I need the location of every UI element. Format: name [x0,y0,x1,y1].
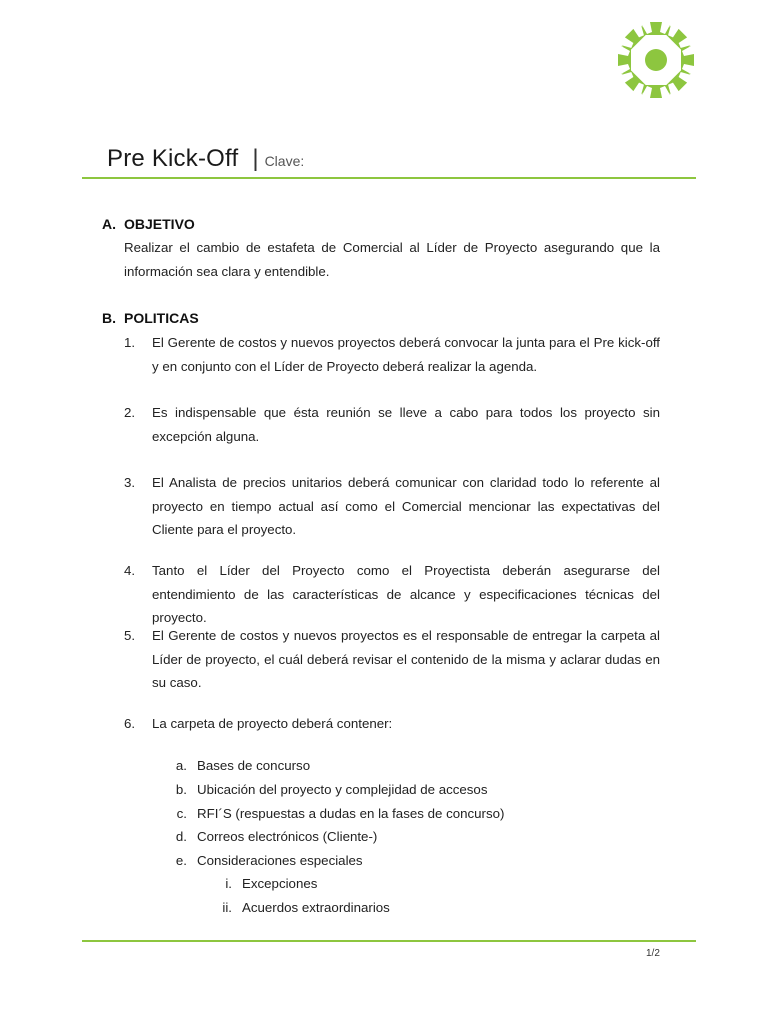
item-text: El Gerente de costos y nuevos proyectos es el responsable de entregar la carpeta al Líder de proyecto, el cuál deberá revisar el contenido de la misma y aclarar dudas en su caso. [152,628,660,690]
section-b-heading [102,310,199,326]
item-number: 3. [124,475,136,490]
policy-item [124,624,660,695]
section-letter: B. [102,310,116,326]
item-number: 2. [124,405,136,420]
item-number: 6. [124,716,136,731]
policy-item [124,331,660,378]
section-letter: A. [102,216,116,232]
header-divider [82,177,696,179]
item-number: 1. [124,335,136,350]
title-separator: | [252,145,259,172]
sub-marker: d. [175,829,187,844]
item-text: Tanto el Líder del Proyecto como el Proyectista deberán asegurarse del entendimiento de las características de alcance y especificaciones técnicas del proyecto. [152,563,660,625]
policy-item [124,471,660,542]
section-a-heading [102,216,195,232]
sub-sub-list-item [225,876,318,891]
document-header [107,145,304,173]
sub-list-item [175,782,488,797]
footer-divider [82,940,696,942]
sub-list-item [175,829,378,844]
clave-label: Clave: [264,153,305,169]
section-title: OBJETIVO [124,216,195,232]
policy-item [124,712,660,736]
sub-sub-marker: i. [225,876,232,891]
sub-text: RFI´S (respuestas a dudas en la fases de concurso) [197,806,505,821]
objective-text: Realizar el cambio de estafeta de Comercial al Líder de Proyecto asegurando que la información sea clara y entendible. [124,240,660,279]
sub-text: Bases de concurso [197,758,311,773]
sub-text: Consideraciones especiales [197,853,363,868]
item-text: La carpeta de proyecto deberá contener: [152,716,393,731]
section-title: POLITICAS [124,310,199,326]
sub-sub-list-item [222,900,390,915]
sub-list-item [175,758,311,773]
item-text: El Gerente de costos y nuevos proyectos deberá convocar la junta para el Pre kick-off y en conjunto con el Líder de Proyecto deberá realizar la agenda. [152,335,660,374]
item-number: 4. [124,563,136,578]
sub-list-item [176,806,505,821]
sub-sub-text: Excepciones [242,876,318,891]
policy-item [124,559,660,630]
sub-sub-text: Acuerdos extraordinarios [242,900,390,915]
sub-sub-marker: ii. [222,900,232,915]
policy-item [124,401,660,448]
sub-list-item [175,853,363,868]
sub-marker: b. [175,782,187,797]
page-number: 1/2 [646,948,660,959]
sub-marker: e. [175,853,187,868]
gear-logo-icon [614,18,698,102]
document-title: Pre Kick-Off [107,145,239,172]
sub-text: Correos electrónicos (Cliente-) [197,829,378,844]
sub-marker: a. [175,758,187,773]
item-text: Es indispensable que ésta reunión se lleve a cabo para todos los proyecto sin excepción alguna. [152,405,660,444]
sub-text: Ubicación del proyecto y complejidad de accesos [197,782,488,797]
sub-marker: c. [176,806,187,821]
item-text: El Analista de precios unitarios deberá comunicar con claridad todo lo referente al proyecto en tiempo actual así como el Comercial mencionar las expectativas del Cliente para el proyecto. [152,475,660,537]
item-number: 5. [124,628,136,643]
